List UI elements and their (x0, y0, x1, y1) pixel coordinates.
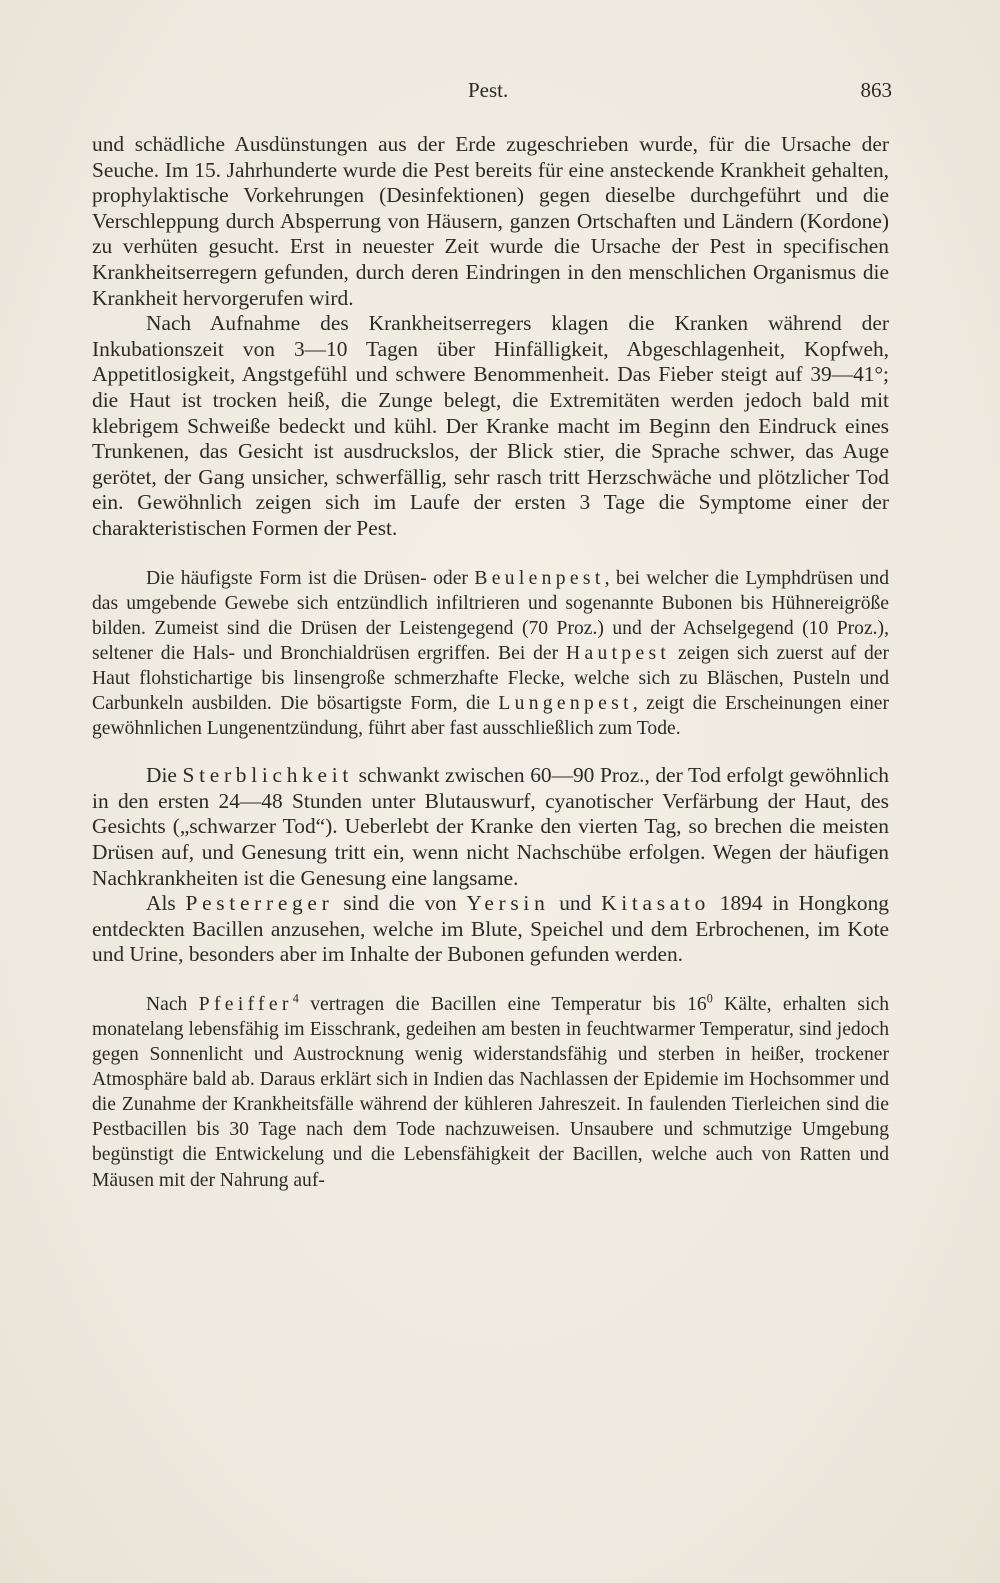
text-run: vertragen die Bacillen eine Temperatur bis 16 (298, 993, 707, 1015)
paragraph-bacilli (92, 992, 889, 1193)
emphasis-lungenpest: Lungenpest (498, 692, 633, 714)
emphasis-pfeiffer: Pfeiffer (198, 993, 293, 1015)
text-run: sind die von (333, 891, 467, 916)
paragraph-forms (92, 566, 889, 742)
page-number: 863 (860, 78, 892, 102)
text-run: 1894 in Hongkong entdeckten Bacillen anzusehen, welche im Blute, Speichel und dem Erbrochenen, im Kote und Urine, besonders aber im Inhalte der Bubonen gefunden werden. (92, 891, 889, 967)
emphasis-pesterreger: Pesterreger (185, 891, 334, 916)
emphasis-yersin: Yersin (466, 891, 550, 916)
emphasis-hautpest: Hautpest (566, 642, 671, 664)
paragraph-symptoms: Nach Aufnahme des Krankheitserregers klagen die Kranken während der Inkubationszeit von 3—10 Tagen über Hinfälligkeit, Abgeschlagenheit, Kopfweh, Appetitlosigkeit, Angstgefühl und schwere Benommenheit. Das Fieber steigt auf 39—41°; die Haut ist trocken heiß, die Zunge belegt, die Extremitäten werden jedoch bald mit klebrigem Schweiße bedeckt und kühl. Der Kranke macht im Beginn den Eindruck eines Trunkenen, das Gesicht ist ausdruckslos, der Blick stier, die Sprache schwer, das Auge gerötet, der Gang unsicher, schwerfällig, sehr rasch tritt Herzschwäche und plötzlicher Tod ein. Gewöhnlich zeigen sich im Laufe der ersten 3 Tage die Symptome einer der charakteristischen Formen der Pest. (92, 311, 889, 540)
emphasis-beulenpest: Beulenpest (474, 567, 605, 589)
footnote-marker: 4 (292, 991, 299, 1006)
text-run: , zeigt die Erscheinungen einer gewöhnlichen Lungenentzündung, führt aber fast ausschließlich zum Tode. (92, 692, 889, 740)
text-run: und (549, 891, 602, 916)
emphasis-kitasato: Kitasato (601, 891, 711, 916)
text-run: schwankt zwischen 60—90 Proz., der Tod erfolgt gewöhnlich in den ersten 24—48 Stunden unter Blutauswurf, cyanotischer Verfärbung der Haut, des Gesichts („schwarzer Tod“). Ueberlebt der Kranke den vierten Tag, so brechen die meisten Drüsen auf, und Genesung tritt ein, wenn nicht Nachschübe erfolgen. Wegen der häufigen Nachkrankheiten ist die Genesung eine langsame. (92, 763, 889, 890)
emphasis-sterblichkeit: Sterblichkeit (182, 763, 354, 788)
text-run: Kälte, erhalten sich monatelang lebensfähig im Eisschrank, gedeihen am besten in feuchtwarmer Temperatur, sind jedoch gegen Sonnenlicht und Austrocknung wenig widerstandsfähig und sterben in heißer, trockener Atmosphäre bald ab. Daraus erklärt sich in Indien das Nachlassen der Epidemie im Hochsommer und die Zunahme der Krankheitsfälle während der kühleren Jahreszeit. In faulenden Tierleichen sind die Pestbacillen bis 30 Tage nach dem Tode nachzuweisen. Unsaubere und schmutzige Umgebung begünstigt die Entwickelung und die Lebensfähigkeit der Bacillen, welche auch von Ratten und Mäusen mit der Nahrung auf- (92, 993, 889, 1191)
paragraph-mortality (92, 763, 889, 891)
text-run: Nach (146, 993, 199, 1015)
paragraph-continuation: und schädliche Ausdünstungen aus der Erde zugeschrieben wurde, für die Ursache der Seuche. Im 15. Jahrhunderte wurde die Pest bereits für eine ansteckende Krankheit gehalten, prophylaktische Vorkehrungen (Desinfektionen) gegen dieselbe durchgeführt und die Verschleppung durch Absperrung von Häusern, ganzen Ortschaften und Ländern (Kordone) zu verhüten gesucht. Erst in neuester Zeit wurde die Ursache der Pest in specifischen Krankheitserregern gefunden, durch deren Eindringen in den menschlichen Organismus die Krankheit hervorgerufen wird. (92, 132, 889, 310)
text-run: zeigen sich zuerst auf der Haut flohstichartige bis linsengroße schmerzhafte Flecke, welche sich zu Bläschen, Pusteln und Carbunkeln ausbilden. Die bösartigste Form, die (92, 642, 889, 714)
text-run: , bei welcher die Lymphdrüsen und das umgebende Gewebe sich entzündlich infiltrieren und sogenannte Bubonen bis Hühnereigröße bilden. Zumeist sind die Drüsen der Leistengegend (70 Proz.) und der Achselgegend (10 Proz.), seltener die Hals- und Bronchialdrüsen ergriffen. Bei der (92, 567, 889, 664)
text-run: Die (146, 763, 183, 788)
running-title: Pest. (468, 78, 509, 102)
text-run: Die häufigste Form ist die Drüsen- oder (146, 567, 475, 589)
body-text (92, 132, 889, 1193)
page-header (92, 78, 892, 104)
text-run: Als (146, 891, 186, 916)
paragraph-pathogen (92, 891, 889, 968)
degree-marker: 0 (706, 991, 713, 1006)
